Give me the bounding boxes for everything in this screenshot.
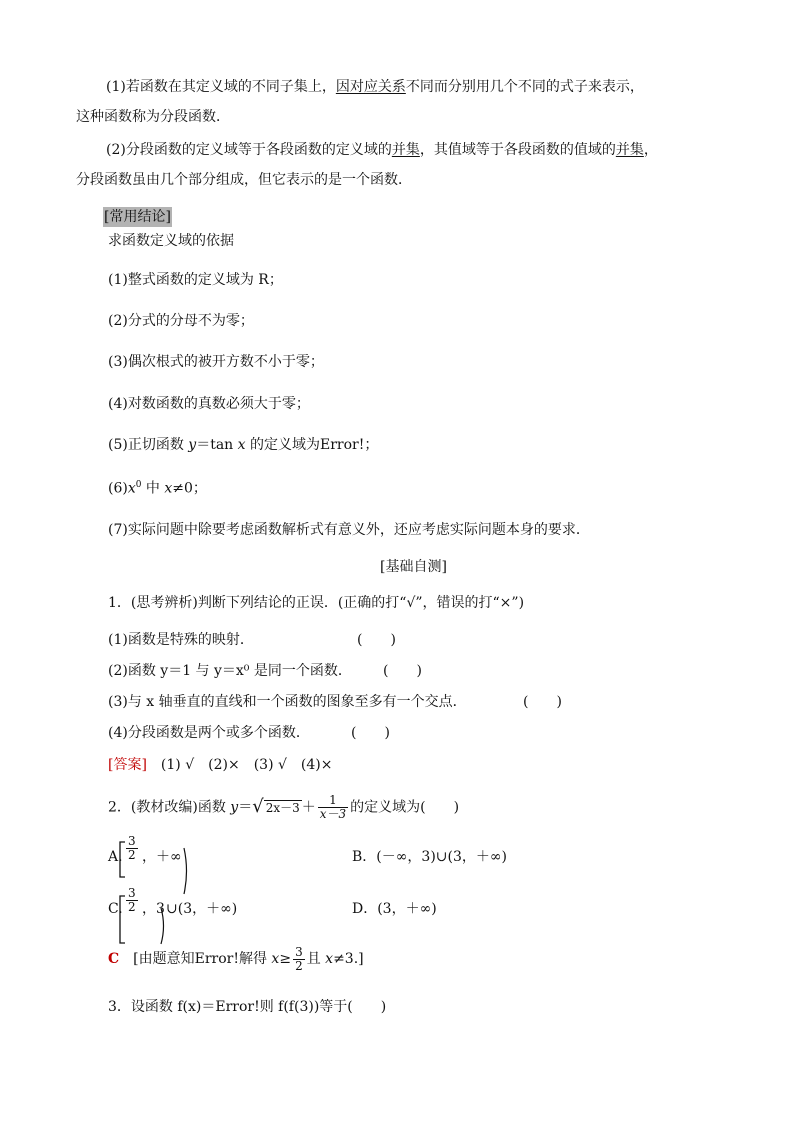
rule-text: ≠0；: [172, 480, 207, 497]
question-text: 的定义域为( ): [350, 799, 460, 816]
intro-line-4: 分段函数虽由几个部分组成，但它表示的是一个函数．: [76, 172, 412, 188]
option-c-rest: ，3: [142, 901, 165, 917]
question-1: 1．(思考辨析)判断下列结论的正误．(正确的打“√”，错误的打“×”): [108, 595, 525, 611]
rule-6: [108, 481, 207, 496]
solution-answer-letter: C: [108, 951, 120, 967]
q1-item-1-answer-blank: ( ): [357, 632, 396, 648]
superscript: 0: [135, 480, 142, 490]
math-var: y: [188, 437, 197, 453]
option-c-fraction: [124, 887, 140, 914]
fraction-numerator: 3: [295, 944, 303, 959]
conclusion-tag: [103, 210, 172, 224]
q2-solution: [108, 944, 364, 974]
rule-1: (1)整式函数的定义域为 R；: [108, 272, 283, 288]
math-var: x: [127, 480, 136, 497]
option-d: D．(3，＋∞): [352, 901, 437, 917]
intro-text: (2)分段函数的定义域等于各段函数的定义域的: [106, 142, 392, 158]
rule-7: (7)实际问题中除要考虑函数解析式有意义外，还应考虑实际问题本身的要求．: [108, 522, 590, 538]
rule-text: ＝tan: [196, 437, 238, 453]
intro-text: ，: [643, 142, 658, 158]
q1-item-3: (3)与 x 轴垂直的直线和一个函数的图象至多有一个交点．: [108, 694, 467, 710]
rule-text: 的定义域为Error!；: [245, 437, 379, 453]
math-var: x: [325, 951, 334, 967]
solution-text: [由题意知Error!解得: [119, 951, 272, 967]
q1-item-4-answer-blank: ( ): [351, 725, 390, 741]
intro-text: ，其值域等于各段函数的值域的: [419, 142, 616, 158]
q1-item-2: (2)函数 y＝1 与 y＝x⁰ 是同一个函数．: [108, 663, 352, 679]
rule-text: (5)正切函数: [108, 437, 189, 453]
conclusion-title: 求函数定义域的依据: [108, 233, 234, 249]
math-op: ＋: [301, 799, 316, 816]
fraction-denominator: 2: [128, 848, 136, 862]
solution-text: 且: [306, 951, 326, 967]
option-a-rest: ，＋∞: [142, 849, 182, 865]
fraction-numerator: 3: [128, 886, 136, 900]
rule-text: (6): [108, 480, 128, 497]
fraction: [126, 835, 138, 862]
right-paren: [183, 848, 191, 894]
intro-text: 不同而分别用几个不同的式子来表示，: [405, 79, 644, 95]
fraction: [126, 887, 138, 914]
q1-answer: [108, 758, 332, 772]
q1-item-3-answer-blank: ( ): [523, 694, 562, 710]
intro-line-3: [106, 143, 658, 157]
intro-line-1: [106, 80, 644, 94]
answer-label: [答案]: [108, 757, 147, 773]
q1-item-4: (4)分段函数是两个或多个函数．: [108, 725, 310, 741]
q1-item-2-answer-blank: ( ): [383, 663, 422, 679]
rule-5: [108, 438, 378, 452]
option-a-label: A.: [108, 849, 123, 865]
sqrt-expression: [252, 790, 302, 825]
radicand: 2x－3: [265, 801, 300, 815]
q1-item-1: (1)函数是特殊的映射．: [108, 632, 254, 648]
question-text: 2．(教材改编)函数: [108, 799, 231, 816]
fraction-denominator: 2: [128, 900, 136, 914]
intro-line-2: 这种函数称为分段函数．: [76, 109, 230, 125]
option-c-rest-2: ∪(3，＋∞): [166, 901, 238, 917]
option-c-label: C.: [108, 901, 123, 917]
rule-text: 中: [141, 480, 165, 497]
solution-text: ≠3.]: [333, 951, 364, 967]
rule-3: (3)偶次根式的被开方数不小于零；: [108, 354, 324, 370]
radical-sign: √: [252, 796, 264, 817]
underlined-term: 因对应关系: [335, 79, 406, 95]
math-var: x: [164, 480, 173, 497]
rule-2: (2)分式的分母不为零；: [108, 313, 254, 329]
math-var: x: [271, 951, 280, 967]
underlined-term: 并集: [391, 142, 420, 158]
option-b: B．(－∞，3)∪(3，＋∞): [352, 849, 508, 865]
math-op: ＝: [238, 799, 253, 816]
option-a-fraction: [124, 835, 140, 862]
rule-4: (4)对数函数的真数必须大于零；: [108, 396, 310, 412]
selftest-heading: [基础自测]: [380, 559, 447, 575]
math-op: ≥: [279, 951, 292, 967]
fraction-denominator: x－3: [319, 807, 347, 821]
underlined-term: 并集: [615, 142, 644, 158]
fraction-numerator: 1: [318, 794, 348, 808]
fraction-denominator: 2: [295, 958, 303, 973]
math-var: x: [237, 437, 246, 453]
intro-text: (1)若函数在其定义域的不同子集上，: [106, 79, 336, 95]
fraction: [293, 946, 305, 973]
math-var: y: [230, 799, 239, 816]
answer-text: (1) √ (2)× (3) √ (4)×: [146, 757, 333, 773]
fraction-numerator: 3: [128, 834, 136, 848]
conclusion-tag-label: [常用结论]: [104, 209, 171, 225]
fraction: [318, 794, 348, 821]
question-2: [108, 790, 459, 825]
question-3: 3．设函数 f(x)＝Error!则 f(f(3))等于( ): [108, 999, 387, 1015]
